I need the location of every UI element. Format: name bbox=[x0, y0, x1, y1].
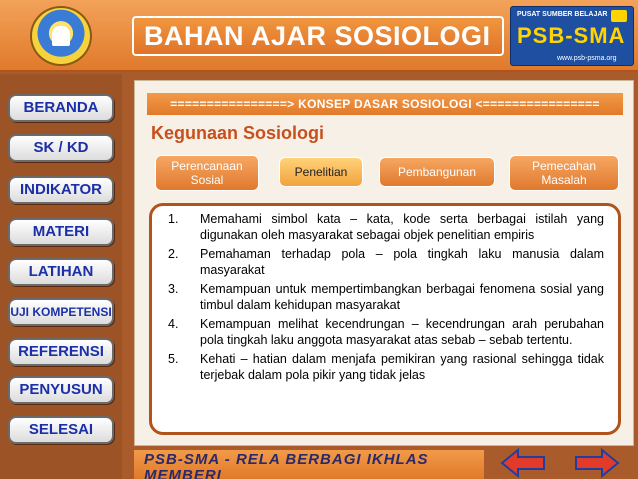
tab-label: Pemecahan Masalah bbox=[531, 159, 597, 187]
logo-caption: PUSAT SUMBER BELAJAR bbox=[517, 11, 608, 18]
footer-bar bbox=[134, 450, 484, 479]
nav-indikator-button[interactable]: INDIKATOR bbox=[8, 176, 114, 204]
section-heading: ================> KONSEP DASAR SOSIOLOGI <================ bbox=[147, 93, 623, 115]
tab-pembangunan[interactable] bbox=[379, 157, 495, 187]
nav-latihan-button[interactable]: LATIHAN bbox=[8, 258, 114, 286]
list-item-text: Kemampuan melihat kecendrungan – kecendrungan arah perubahan pola tingkah laku anggota masyarakat atas sebab – sebab tertentu. bbox=[200, 317, 604, 347]
psb-emblem-icon bbox=[611, 10, 627, 22]
tab-pemecahan-masalah[interactable] bbox=[509, 155, 619, 191]
sidebar-nav bbox=[0, 74, 122, 479]
nav-uji-kompetensi-button[interactable]: UJI KOMPETENSI bbox=[8, 298, 114, 326]
list-item bbox=[162, 352, 604, 383]
list-item-text: Memahami simbol kata – kata, kode serta berbagai istilah yang digunakan oleh masyarakat sebagai objek penelitian empiris bbox=[200, 212, 604, 242]
content-list-box bbox=[149, 203, 621, 435]
content-panel bbox=[134, 80, 634, 446]
nav-referensi-button[interactable]: REFERENSI bbox=[8, 338, 114, 366]
list-item-text: Kehati – hatian dalam menjafa pemikiran yang rasional sehingga tidak terjebak dalam pola pikir yang tidak jelas bbox=[200, 352, 604, 382]
list-item bbox=[162, 282, 604, 313]
list-item-number: 4. bbox=[168, 317, 179, 331]
kemdikbud-logo bbox=[30, 6, 92, 66]
list-item-text: Pemahaman terhadap pola – pola tingkah laku manusia dalam masyarakat bbox=[200, 247, 604, 277]
tab-label: Perencanaan Sosial bbox=[171, 159, 243, 187]
logo-url: www.psb-psma.org bbox=[557, 55, 617, 62]
header-bar bbox=[0, 0, 638, 72]
footer-slogan: PSB-SMA - RELA BERBAGI IKHLAS MEMBERI bbox=[144, 451, 429, 479]
arrow-right-icon[interactable] bbox=[574, 448, 620, 478]
tab-label: Pembangunan bbox=[397, 165, 477, 179]
nav-beranda-button[interactable]: BERANDA bbox=[8, 94, 114, 122]
list-item bbox=[162, 212, 604, 243]
nav-selesai-button[interactable]: SELESAI bbox=[8, 416, 114, 444]
arrow-left-icon[interactable] bbox=[500, 448, 546, 478]
nav-penyusun-button[interactable]: PENYUSUN bbox=[8, 376, 114, 404]
app-title: BAHAN AJAR SOSIOLOGI bbox=[132, 16, 504, 56]
nav-skkd-button[interactable]: SK / KD bbox=[8, 134, 114, 162]
list-item bbox=[162, 247, 604, 278]
list-item-number: 1. bbox=[168, 212, 179, 226]
psb-sma-logo bbox=[510, 6, 634, 66]
tab-penelitian[interactable] bbox=[279, 157, 363, 187]
list-item-text: Kemampuan untuk mempertimbangkan berbagai fenomena sosial yang timbul dalam kehidupan masyarakat bbox=[200, 282, 604, 312]
list-item-number: 2. bbox=[168, 247, 179, 261]
tab-label: Penelitian bbox=[294, 165, 348, 179]
logo-wordmark: PSB-SMA bbox=[517, 23, 626, 48]
list-item-number: 3. bbox=[168, 282, 179, 296]
nav-materi-button[interactable]: MATERI bbox=[8, 218, 114, 246]
list-item-number: 5. bbox=[168, 352, 179, 366]
page-title: Kegunaan Sosiologi bbox=[151, 123, 325, 143]
logo-emblem-icon bbox=[52, 26, 70, 46]
list-item bbox=[162, 317, 604, 348]
tab-perencanaan-sosial[interactable] bbox=[155, 155, 259, 191]
